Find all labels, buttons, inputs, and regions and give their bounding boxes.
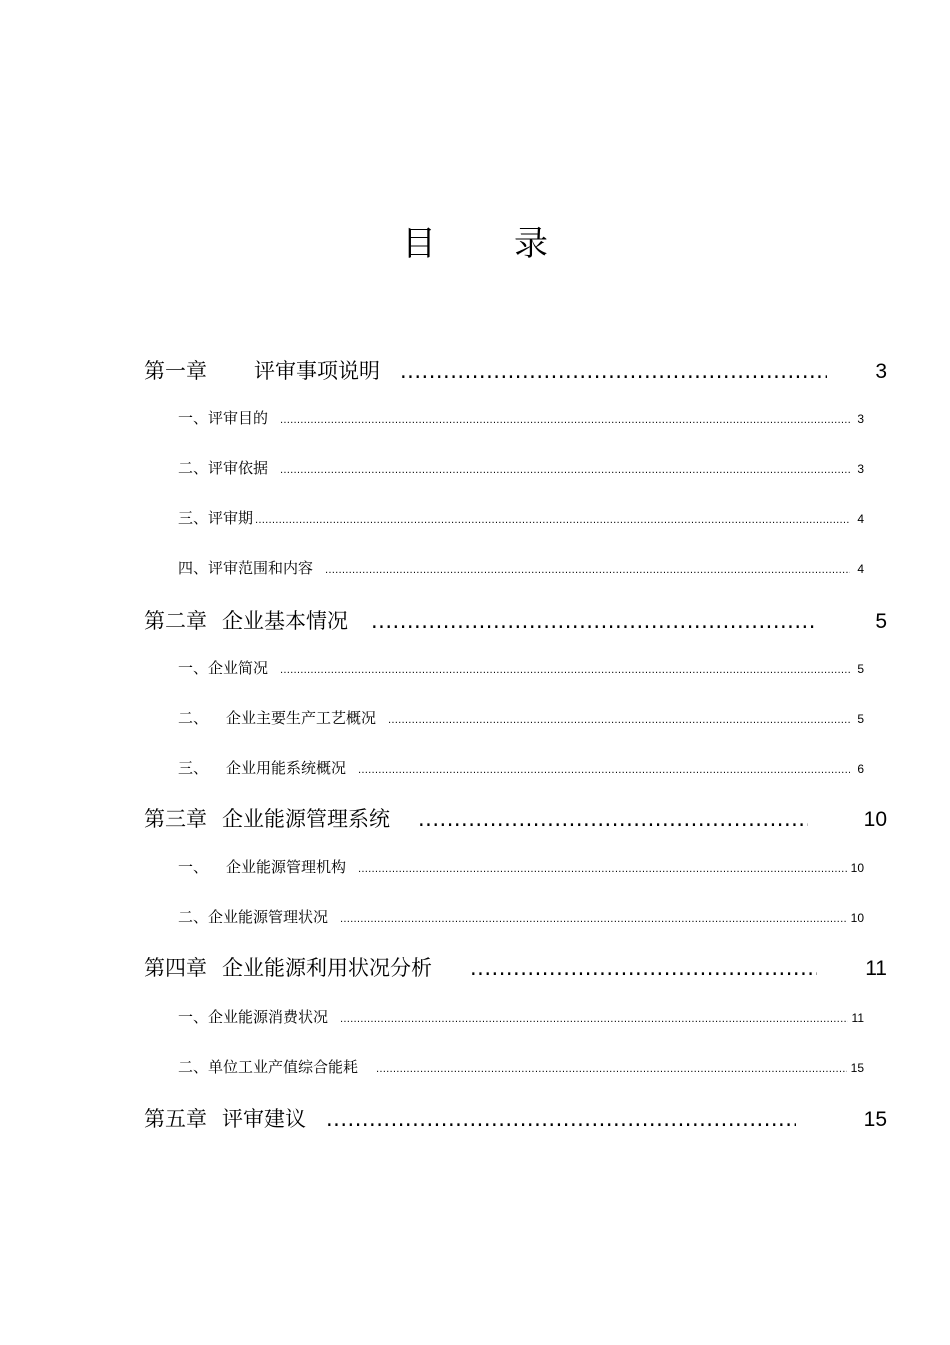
dot-leader [280, 410, 850, 432]
toc-section[interactable] [178, 407, 864, 429]
toc-title-char-1: 目 [402, 224, 436, 264]
section-number: 三、 [178, 759, 209, 777]
section-title: 二、单位工业产值综合能耗 [178, 1058, 359, 1076]
page-number: 5 [857, 712, 864, 726]
dot-leader [470, 953, 817, 983]
page-number: 5 [857, 662, 864, 676]
toc-section[interactable] [178, 707, 864, 729]
section-title: 企业主要生产工艺概况 [226, 709, 377, 727]
section-title: 一、企业简况 [178, 659, 269, 677]
page-number: 3 [857, 412, 864, 426]
page-number: 6 [857, 762, 864, 776]
dot-leader [340, 909, 847, 931]
chapter-title: 评审建议 [222, 1107, 306, 1131]
toc-chapter-1[interactable] [144, 356, 887, 386]
dot-leader [371, 606, 817, 636]
page-number: 4 [857, 562, 864, 576]
section-title: 企业能源管理机构 [226, 858, 347, 876]
page-number: 4 [857, 512, 864, 526]
toc-title [0, 222, 950, 266]
page-number: 3 [875, 360, 887, 383]
page-number: 3 [857, 462, 864, 476]
chapter-number: 第二章 [144, 609, 207, 633]
toc-section[interactable] [178, 457, 864, 479]
dot-leader [376, 1059, 847, 1081]
dot-leader [418, 804, 808, 834]
page-number: 5 [875, 610, 887, 633]
chapter-title: 评审事项说明 [254, 359, 380, 383]
chapter-number: 第一章 [144, 359, 207, 383]
toc-section[interactable] [178, 507, 864, 529]
toc-chapter-5[interactable] [144, 1104, 887, 1134]
chapter-number: 第五章 [144, 1107, 207, 1131]
section-number: 一、 [178, 858, 209, 876]
dot-leader [255, 510, 850, 532]
toc-section[interactable] [178, 757, 864, 779]
chapter-title: 企业能源管理系统 [222, 807, 390, 831]
section-title: 二、企业能源管理状况 [178, 908, 329, 926]
dot-leader [340, 1009, 848, 1031]
page-number: 15 [863, 1108, 887, 1131]
section-title: 四、评审范围和内容 [178, 559, 314, 577]
dot-leader [280, 460, 850, 482]
toc-section[interactable] [178, 657, 864, 679]
dot-leader [325, 560, 850, 582]
section-title: 一、评审目的 [178, 409, 269, 427]
chapter-number: 第四章 [144, 956, 207, 980]
toc-chapter-2[interactable] [144, 606, 887, 636]
toc-section[interactable] [178, 557, 864, 579]
page-number: 11 [851, 1011, 864, 1025]
dot-leader [400, 356, 827, 386]
toc-section[interactable] [178, 1006, 864, 1028]
chapter-title: 企业基本情况 [222, 609, 348, 633]
dot-leader [280, 660, 850, 682]
page-number: 11 [865, 957, 887, 980]
page-number: 10 [863, 808, 887, 831]
toc-section[interactable] [178, 856, 864, 878]
dot-leader [358, 760, 850, 782]
dot-leader [326, 1104, 796, 1134]
chapter-title: 企业能源利用状况分析 [222, 956, 432, 980]
toc-section[interactable] [178, 906, 864, 928]
chapter-number: 第三章 [144, 807, 207, 831]
toc-title-char-2: 录 [514, 224, 548, 264]
section-title: 一、企业能源消费状况 [178, 1008, 329, 1026]
section-title: 企业用能系统概况 [226, 759, 347, 777]
page-number: 10 [850, 861, 864, 875]
toc-chapter-4[interactable] [144, 953, 887, 983]
toc-chapter-3[interactable] [144, 804, 887, 834]
dot-leader [358, 859, 847, 881]
section-title: 二、评审依据 [178, 459, 269, 477]
page-number: 10 [850, 911, 864, 925]
page-number: 15 [850, 1061, 864, 1075]
dot-leader [388, 710, 850, 732]
section-title: 三、评审期 [178, 509, 254, 527]
toc-section[interactable] [178, 1056, 864, 1078]
section-number: 二、 [178, 709, 209, 727]
